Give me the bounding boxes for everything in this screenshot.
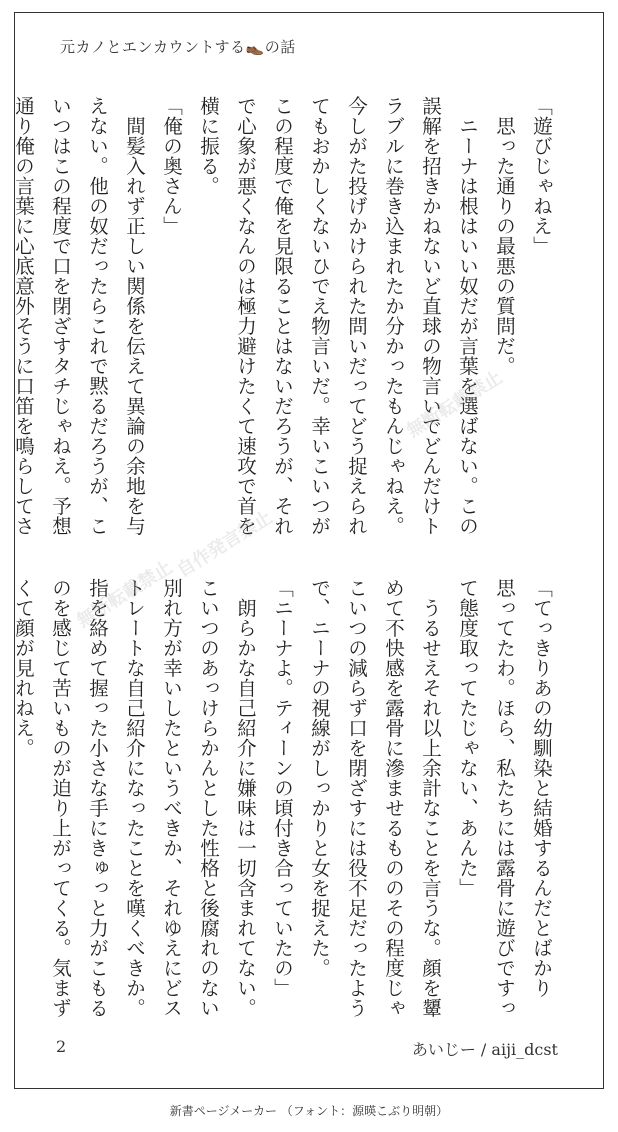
- text-line: てもおかしくないひでえ物言いだ。幸いこいつが: [308, 96, 331, 536]
- text-line: めて不快感を露骨に滲ませるもののその程度じゃ: [382, 578, 405, 1018]
- text-line: 別れ方が幸いしたというべきか、それゆえにどス: [160, 578, 183, 1018]
- text-line: 通り俺の言葉に心底意外そうに口笛を鳴らしてさ: [12, 96, 35, 536]
- text-line: こいつのあっけらかんとした性格と後腐れのない: [197, 578, 220, 1018]
- text-line: 「ニーナよ。ティーンの頃付き合っていたの」: [271, 578, 294, 998]
- page-number: 2: [56, 1037, 67, 1056]
- text-line: この程度で俺を見限ることはないだろうが、それ: [271, 96, 294, 536]
- watermark: 無断転載禁止: [403, 366, 507, 442]
- generator-credit: 新書ページメーカー （フォント：源暎こぶり明朝）: [169, 1104, 449, 1118]
- watermark: 自作発言禁止: [173, 506, 277, 582]
- text-line: 指を絡めて握った小さな手にきゅっと力がこもる: [86, 578, 109, 1018]
- text-line: ニーナは根はいい奴だが言葉を選ばない。この: [456, 96, 479, 536]
- text-line: 「てっきりあの幼馴染と結婚するんだとばかり: [530, 578, 553, 998]
- text-line: 思ってたわ。ほら、私たちには露骨に遊びですっ: [493, 578, 516, 1018]
- text-line: のを感じて苦いものが迫り上がってくる。気まず: [49, 578, 72, 1018]
- text-block-bottom: [0, 578, 560, 1018]
- page-title: 元カノとエンカウントする👞の話: [60, 38, 296, 56]
- text-line: こいつの減らず口を閉ざすには役不足だったよう: [345, 578, 368, 1018]
- text-line: うるせえそれ以上余計なことを言うな。顔を顰: [419, 578, 442, 1018]
- text-line: 思った通りの最悪の質問だ。: [493, 96, 516, 376]
- text-line: トレートな自己紹介になったことを嘆くべきか。: [123, 578, 146, 1018]
- text-line: 横に振る。: [197, 96, 220, 196]
- text-line: で心象が悪くなんのは極力避けたくて速攻で首を: [234, 96, 257, 536]
- text-line: ラブルに巻き込まれたか分かったもんじゃねえ。: [382, 96, 405, 536]
- text-line: くて顔が見れねえ。: [12, 578, 35, 758]
- text-line: 朗らかな自己紹介に嫌味は一切含まれてない。: [234, 578, 257, 1018]
- text-block-top: [0, 96, 560, 536]
- text-line: 間髪入れず正しい関係を伝えて異論の余地を与: [123, 96, 146, 536]
- text-line: で、ニーナの視線がしっかりと女を捉えた。: [308, 578, 331, 978]
- text-line: 誤解を招きかねないど直球の物言いでどんだけト: [419, 96, 442, 536]
- text-line: えない。他の奴だったらこれで黙るだろうが、こ: [86, 96, 109, 536]
- text-line: [0, 578, 5, 1008]
- text-line: 「遊びじゃねえ」: [530, 96, 553, 256]
- text-line: 「俺の奥さん」: [160, 96, 183, 236]
- watermark: 無断転載禁止: [73, 556, 177, 632]
- text-line: 今しがた投げかけられた問いだってどう捉えられ: [345, 96, 368, 536]
- text-line: いつはこの程度で口を閉ざすタチじゃねえ。予想: [49, 96, 72, 536]
- author-credit: あいじー / aiji_dcst: [411, 1040, 558, 1059]
- text-line: て態度取ってたじゃない、あんた」: [456, 578, 479, 898]
